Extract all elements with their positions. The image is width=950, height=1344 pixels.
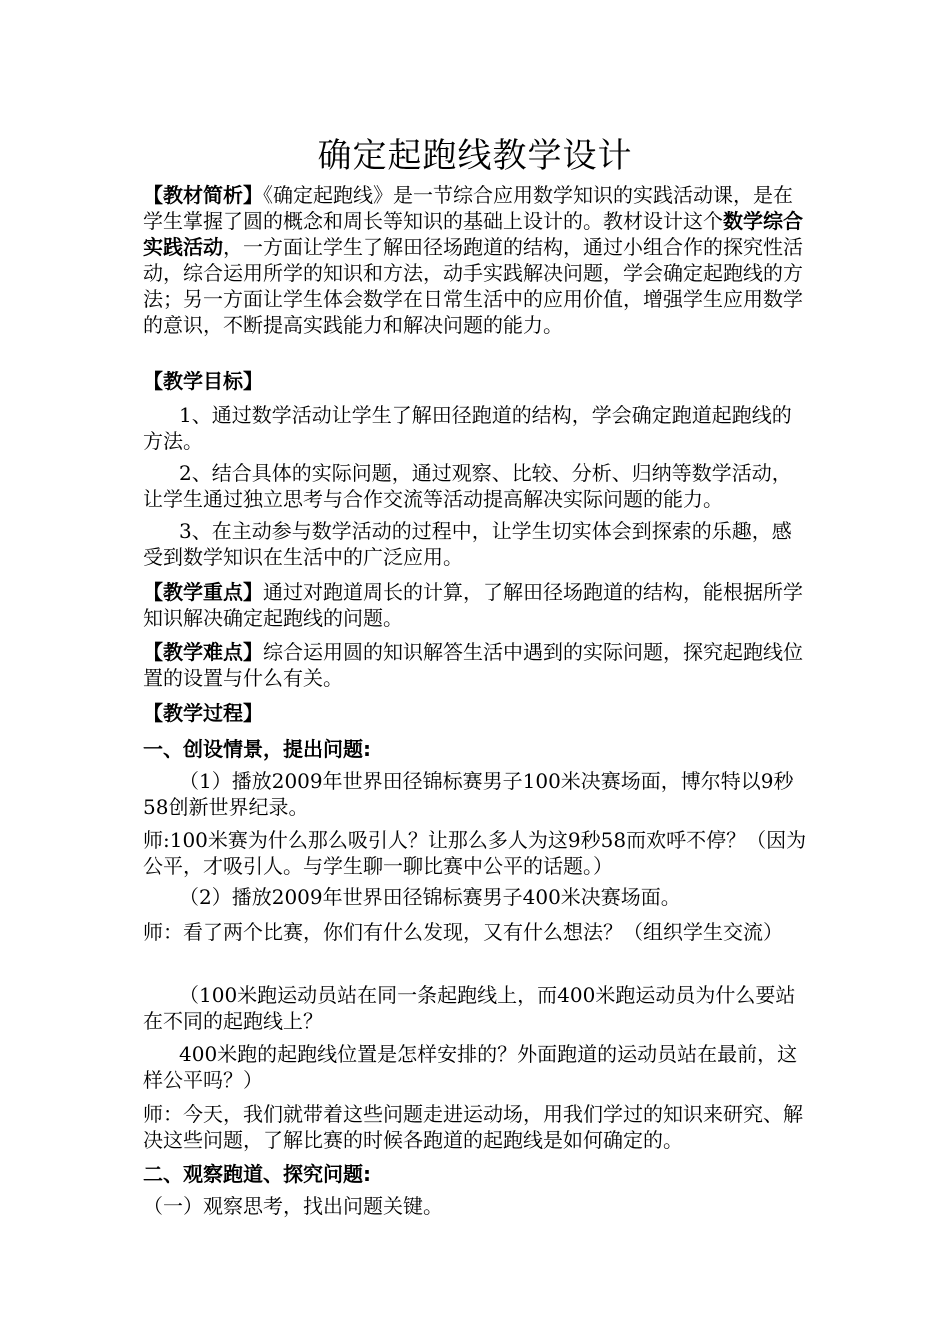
analysis-text-b: ，一方面让学生了解田径场跑道的结构，通过小组合作的探究性活动，综合运用所学的知识和方法，动手实践解决问题，学会确定起跑线的方法；另一方面让学生体会数学在日常生活中的应用价值，增强学生应用数学的意识，不断提高实践能力和解决问题的能力。 <box>143 235 803 337</box>
process-paragraph-4: 师：看了两个比赛，你们有什么发现，又有什么想法？（组织学生交流） <box>143 920 783 944</box>
document-title: 确定起跑线教学设计 <box>317 136 633 176</box>
goal-item-2: 2、结合具体的实际问题，通过观察、比较、分析、归纳等数学活动，让学生通过独立思考与合作交流等活动提高解决实际问题的能力。 <box>143 461 792 511</box>
analysis-text-a: 《确定起跑线》是一节综合应用数学知识的实践活动课，是在学生掌握了圆的概念和周长等知识的基础上设计的。教材设计这个 <box>143 183 793 233</box>
analysis-label: 【教材简析】 <box>143 183 263 207</box>
key-point-text: 通过对跑道周长的计算，了解田径场跑道的结构，能根据所学知识解决确定起跑线的问题。 <box>143 580 803 630</box>
analysis-paragraph <box>143 182 811 338</box>
process-paragraph-6: 400米跑的起跑线位置是怎样安排的？外面跑道的运动员站在最前，这样公平吗？） <box>143 1042 798 1092</box>
difficulty-paragraph <box>143 639 811 691</box>
process-paragraph-8: （一）观察思考，找出问题关键。 <box>143 1194 443 1218</box>
process-paragraph-2: 师:100米赛为什么那么吸引人？让那么多人为这9秒58而欢呼不停？（因为公平，才吸引人。与学生聊一聊比赛中公平的话题。） <box>143 828 807 878</box>
section-1-heading: 一、创设情景，提出问题: <box>143 737 371 761</box>
process-paragraph-5: （100米跑运动员站在同一条起跑线上，而400米跑运动员为什么要站在不同的起跑线上？ <box>143 983 796 1033</box>
difficulty-label: 【教学难点】 <box>143 640 263 664</box>
process-paragraph-3: （2）播放2009年世界田径锦标赛男子400米决赛场面。 <box>179 885 681 909</box>
process-paragraph-1: （1）播放2009年世界田径锦标赛男子100米决赛场面，博尔特以9秒58创新世界纪录。 <box>143 769 794 819</box>
goal-item-3: 3、在主动参与数学活动的过程中，让学生切实体会到探索的乐趣，感受到数学知识在生活中的广泛应用。 <box>143 519 792 569</box>
difficulty-text: 综合运用圆的知识解答生活中遇到的实际问题，探究起跑线位置的设置与什么有关。 <box>143 640 803 690</box>
section-2-heading: 二、观察跑道、探究问题: <box>143 1162 371 1186</box>
process-paragraph-7: 师：今天，我们就带着这些问题走进运动场，用我们学过的知识来研究、解决这些问题，了解比赛的时候各跑道的起跑线是如何确定的。 <box>143 1102 803 1152</box>
key-point-paragraph <box>143 579 811 631</box>
process-heading: 【教学过程】 <box>143 701 263 725</box>
goal-item-1: 1、通过数学活动让学生了解田径跑道的结构，学会确定跑道起跑线的方法。 <box>143 403 792 453</box>
analysis-bold-phrase: 数学综合实践活动 <box>143 209 803 259</box>
goals-heading: 【教学目标】 <box>143 369 263 393</box>
key-point-label: 【教学重点】 <box>143 580 263 604</box>
